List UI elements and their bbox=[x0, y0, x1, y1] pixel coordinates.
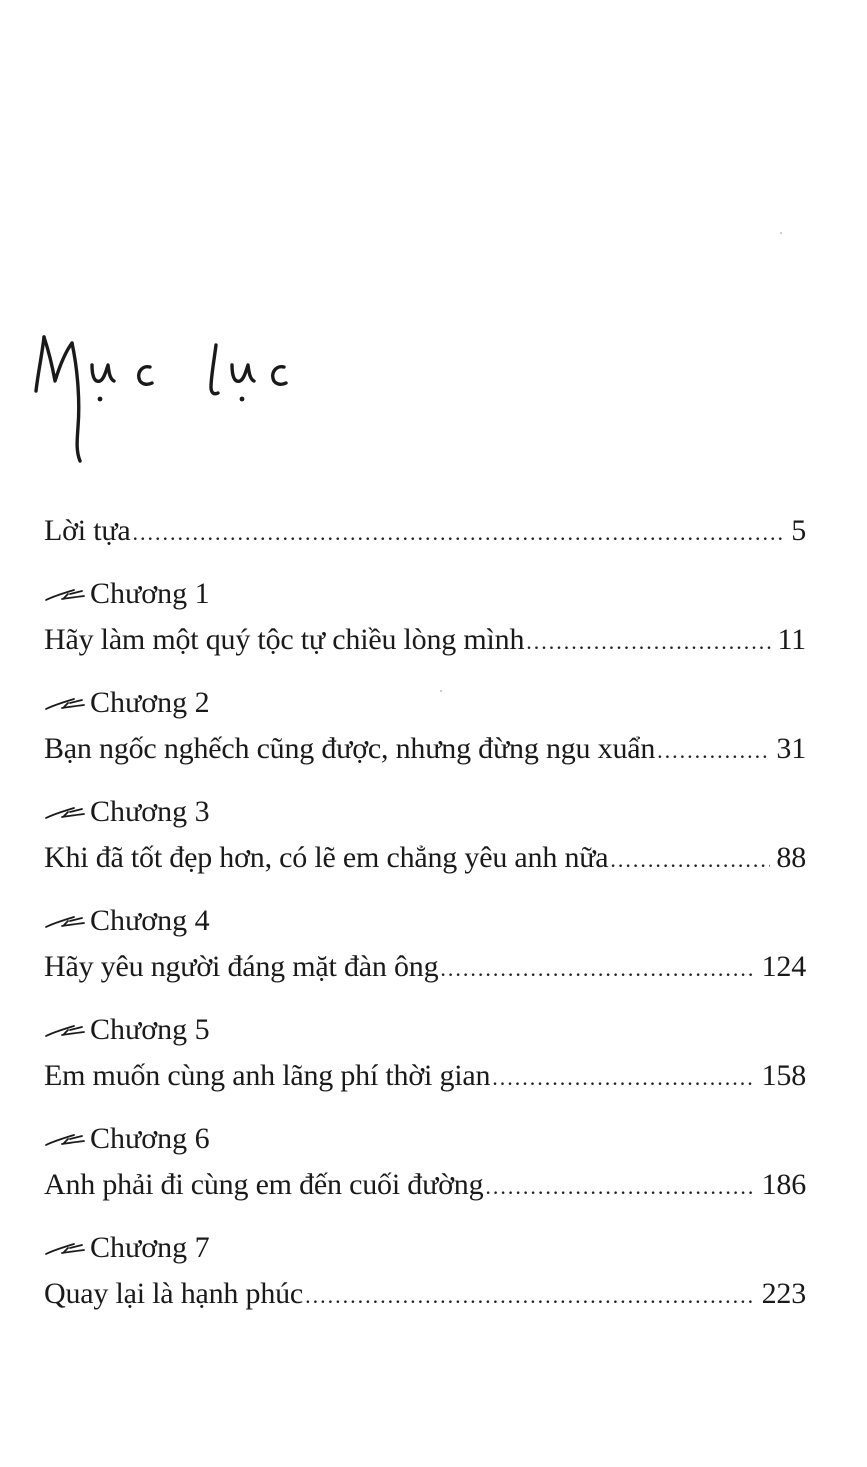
toc-entry-page: 124 bbox=[761, 950, 806, 983]
leader-dots bbox=[526, 624, 771, 660]
leader-dots bbox=[485, 1169, 755, 1205]
leader-dots bbox=[133, 515, 786, 551]
chapter-label-text: Chương 6 bbox=[90, 1122, 210, 1155]
flourish-icon bbox=[44, 802, 86, 822]
toc-entry-title: Hãy làm một quý tộc tự chiều lòng mình bbox=[44, 623, 525, 656]
leader-dots bbox=[492, 1060, 755, 1096]
leader-dots bbox=[657, 733, 770, 769]
chapter-label-5 bbox=[44, 1012, 210, 1048]
handwritten-title-icon bbox=[30, 315, 300, 470]
toc-entry-chapter-2[interactable] bbox=[44, 731, 806, 769]
scan-speck bbox=[440, 690, 442, 692]
flourish-icon bbox=[44, 1238, 86, 1258]
flourish-icon bbox=[44, 1020, 86, 1040]
toc-entry-title: Khi đã tốt đẹp hơn, có lẽ em chẳng yêu anh nữa bbox=[44, 841, 609, 874]
chapter-label-text: Chương 1 bbox=[90, 577, 210, 610]
leader-dots bbox=[305, 1278, 756, 1314]
toc-entry-title: Lời tựa bbox=[44, 514, 131, 547]
toc-entry-page: 5 bbox=[791, 514, 806, 547]
toc-entry-title: Anh phải đi cùng em đến cuối đường bbox=[44, 1168, 484, 1201]
chapter-label-6 bbox=[44, 1121, 210, 1157]
toc-entry-chapter-4[interactable] bbox=[44, 949, 806, 987]
chapter-label-text: Chương 7 bbox=[90, 1231, 210, 1264]
chapter-label-text: Chương 4 bbox=[90, 904, 210, 937]
toc-entry-title: Hãy yêu người đáng mặt đàn ông bbox=[44, 950, 439, 983]
toc-entry-chapter-3[interactable] bbox=[44, 840, 806, 878]
leader-dots bbox=[440, 951, 755, 987]
toc-entry-chapter-6[interactable] bbox=[44, 1167, 806, 1205]
toc-entry-chapter-5[interactable] bbox=[44, 1058, 806, 1096]
toc-entry-title: Bạn ngốc nghếch cũng được, nhưng đừng ngu xuẩn bbox=[44, 732, 656, 765]
chapter-label-4 bbox=[44, 903, 210, 939]
chapter-label-text: Chương 5 bbox=[90, 1013, 210, 1046]
chapter-label-1 bbox=[44, 576, 210, 612]
scan-speck bbox=[780, 232, 782, 234]
toc-entry-title: Quay lại là hạnh phúc bbox=[44, 1277, 304, 1310]
chapter-label-text: Chương 2 bbox=[90, 686, 210, 719]
flourish-icon bbox=[44, 584, 86, 604]
page-title bbox=[30, 315, 300, 470]
chapter-label-text: Chương 3 bbox=[90, 795, 210, 828]
toc-entry-chapter-1[interactable] bbox=[44, 622, 806, 660]
toc-entry-page: 11 bbox=[777, 623, 806, 656]
chapter-label-7 bbox=[44, 1230, 210, 1266]
toc-entry-page: 158 bbox=[761, 1059, 806, 1092]
flourish-icon bbox=[44, 693, 86, 713]
toc-entry-preface[interactable] bbox=[44, 513, 806, 551]
chapter-label-2 bbox=[44, 685, 210, 721]
toc-entry-page: 186 bbox=[761, 1168, 806, 1201]
chapter-label-3 bbox=[44, 794, 210, 830]
leader-dots bbox=[610, 842, 770, 878]
toc-entry-page: 223 bbox=[761, 1277, 806, 1310]
toc-entry-page: 31 bbox=[776, 732, 806, 765]
flourish-icon bbox=[44, 911, 86, 931]
toc-entry-title: Em muốn cùng anh lãng phí thời gian bbox=[44, 1059, 491, 1092]
flourish-icon bbox=[44, 1129, 86, 1149]
toc-entry-page: 88 bbox=[776, 841, 806, 874]
toc-entry-chapter-7[interactable] bbox=[44, 1276, 806, 1314]
